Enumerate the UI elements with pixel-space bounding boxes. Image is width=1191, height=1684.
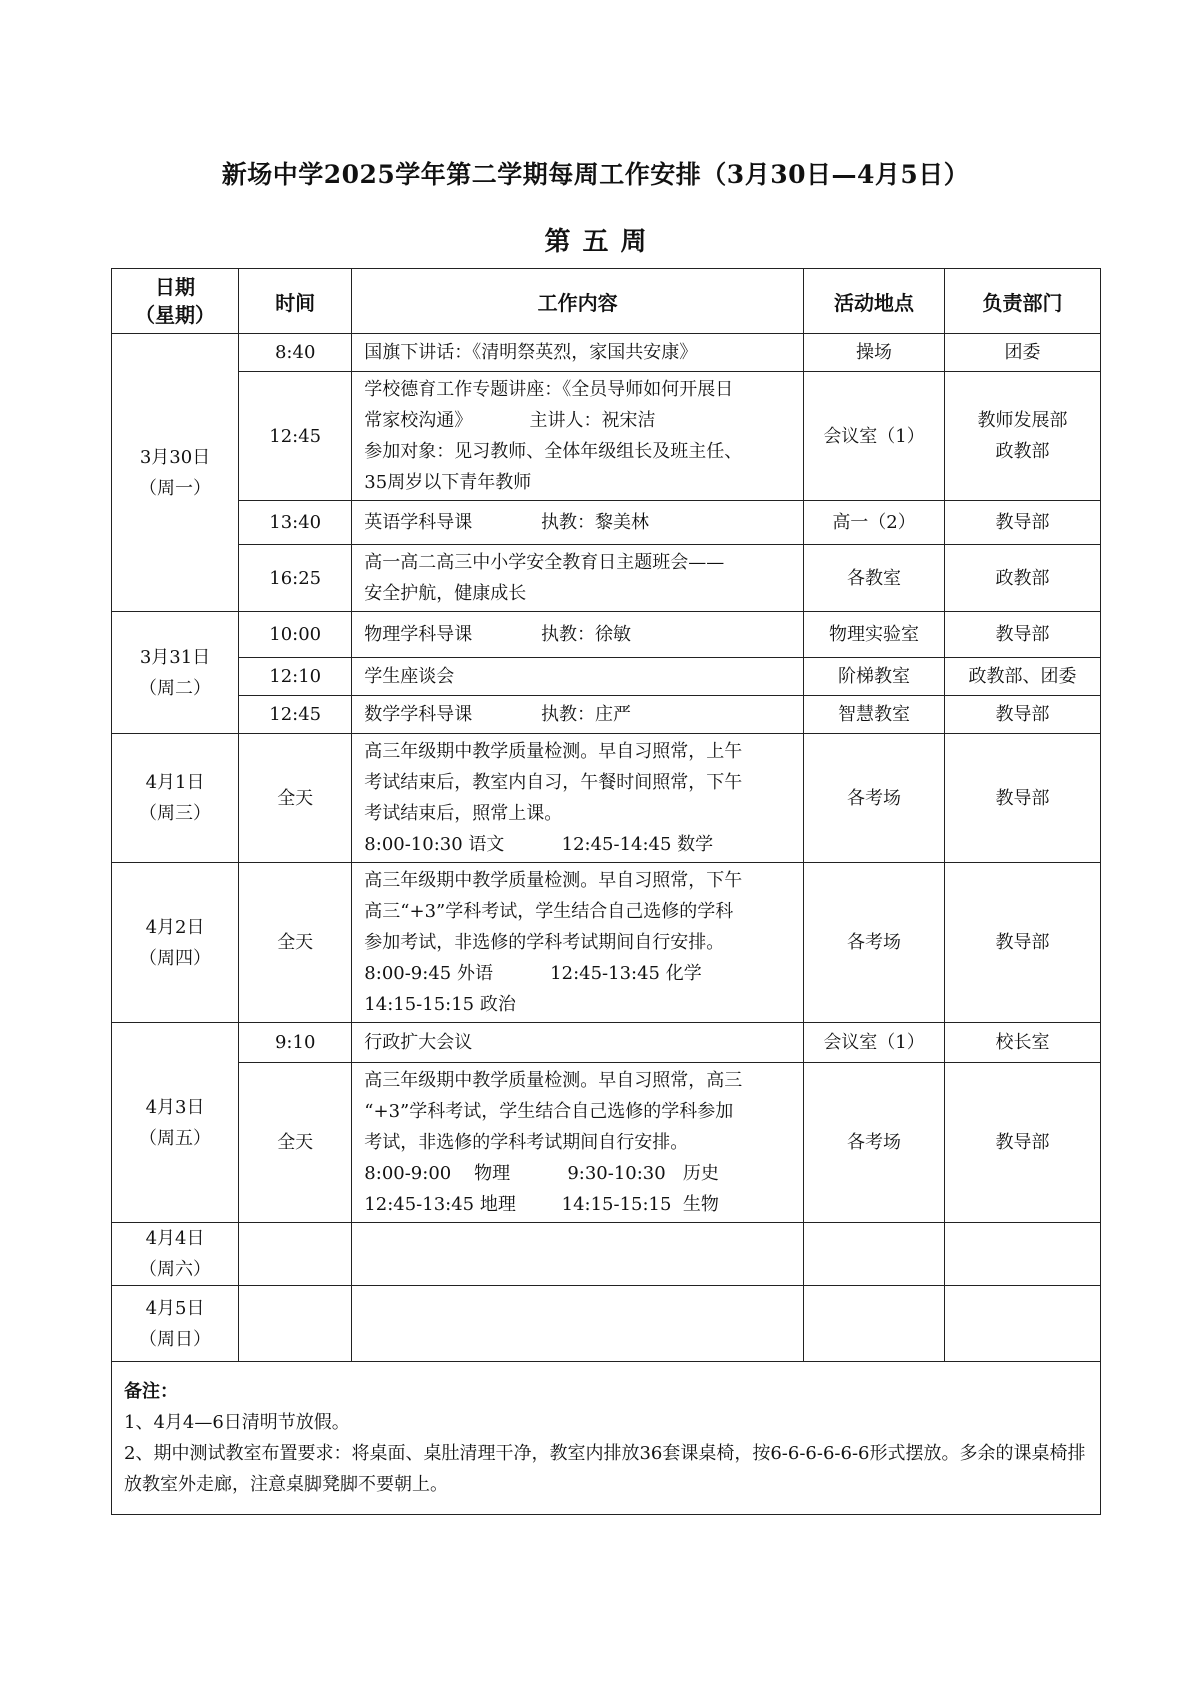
header-location: 活动地点 [804, 269, 945, 334]
location-cell [804, 372, 945, 501]
content-line: 考试，非选修的学科考试期间自行安排。 [364, 1132, 689, 1153]
week-label-part: 五 [582, 227, 609, 257]
content-cell [352, 1063, 804, 1223]
weekday-text: （周一） [139, 477, 212, 499]
department-cell [945, 545, 1101, 612]
location-text: 阶梯教室 [838, 666, 911, 687]
date-text: 3月30日 [139, 446, 211, 468]
time-cell: 12:10 [239, 658, 352, 696]
location-text: 会议室（1） [823, 1032, 925, 1053]
schedule-body [112, 334, 1101, 1362]
content-cell [352, 696, 804, 734]
page-title: 新场中学2025学年第二学期每周工作安排（3月30日—4月5日） [221, 160, 970, 189]
weekday-text: （周五） [139, 1127, 212, 1149]
department-text: 教导部 [995, 624, 1050, 645]
week-label-part: 第 [544, 227, 571, 257]
schedule-row [112, 501, 1101, 545]
content-cell [352, 612, 804, 658]
header-content: 工作内容 [352, 269, 804, 334]
location-cell [804, 734, 945, 863]
content-line: 高三年级期中教学质量检测。早自习照常，上午 [364, 741, 743, 762]
weekday-text: （周二） [139, 677, 212, 699]
location-cell [804, 658, 945, 696]
department-cell [945, 1223, 1101, 1286]
weekday-text: （周六） [139, 1259, 212, 1280]
schedule-row [112, 334, 1101, 372]
department-text: 政教部 [995, 441, 1050, 462]
weekday-text: （周四） [139, 947, 212, 969]
location-text: 各考场 [847, 1132, 902, 1153]
schedule-row [112, 658, 1101, 696]
location-text: 操场 [856, 342, 893, 363]
department-cell [945, 1063, 1101, 1223]
time-cell [239, 1286, 352, 1362]
location-text: 各考场 [847, 932, 902, 953]
content-cell [352, 372, 804, 501]
department-cell [945, 1286, 1101, 1362]
department-cell [945, 1023, 1101, 1063]
department-text: 政教部 [995, 567, 1050, 589]
content-line: 参加对象：见习教师、全体年级组长及班主任、 [364, 441, 743, 462]
time-cell: 16:25 [239, 545, 352, 612]
time-cell: 10:00 [239, 612, 352, 658]
location-text: 智慧教室 [838, 704, 911, 725]
department-text: 教师发展部 [977, 410, 1068, 431]
content-cell [352, 334, 804, 372]
weekday-text: （周三） [139, 803, 212, 824]
schedule-row [112, 696, 1101, 734]
time-cell: 8:40 [239, 334, 352, 372]
content-line: “+3”学科考试，学生结合自己选修的学科参加 [364, 1101, 734, 1122]
content-line: 高三“+3”学科考试，学生结合自己选修的学科 [364, 901, 734, 922]
department-cell [945, 863, 1101, 1023]
schedule-row [112, 1023, 1101, 1063]
time-cell: 全天 [239, 734, 352, 863]
location-cell [804, 334, 945, 372]
header-date-line2: （星期） [135, 303, 216, 327]
schedule-row [112, 1063, 1101, 1223]
time-cell: 12:45 [239, 696, 352, 734]
header-row [112, 269, 1101, 334]
department-text: 教导部 [995, 512, 1050, 533]
schedule-row [112, 612, 1101, 658]
department-text: 校长室 [995, 1032, 1050, 1053]
time-cell: 全天 [239, 1063, 352, 1223]
department-text: 教导部 [995, 1132, 1050, 1153]
schedule-row [112, 545, 1101, 612]
content-line: 高三年级期中教学质量检测。早自习照常，高三 [364, 1070, 743, 1091]
date-text: 4月1日 [145, 772, 205, 793]
date-cell [112, 334, 239, 612]
content-line: 数学学科导课 执教：庄严 [364, 704, 631, 725]
location-cell [804, 1223, 945, 1286]
date-cell [112, 1223, 239, 1286]
date-text: 3月31日 [139, 646, 211, 668]
week-label [0, 221, 1191, 258]
location-text: 各教室 [847, 567, 902, 589]
time-cell: 9:10 [239, 1023, 352, 1063]
notes-cell [112, 1362, 1101, 1515]
content-line: 高一高二高三中小学安全教育日主题班会—— [364, 552, 725, 573]
content-line: 国旗下讲话：《清明祭英烈，家国共安康》 [364, 342, 698, 363]
department-text: 政教部、团委 [968, 666, 1077, 687]
note-item: 2、期中测试教室布置要求：将桌面、桌肚清理干净，教室内排放36套课桌椅，按6-6-6-6-6-6形式摆放。多余的课桌椅排放教室外走廊，注意桌脚凳脚不要朝上。 [124, 1443, 1086, 1495]
department-text: 教导部 [995, 704, 1050, 725]
header-department: 负责部门 [945, 269, 1101, 334]
content-line: 35周岁以下青年教师 [364, 472, 532, 493]
content-line: 14:15-15:15 政治 [364, 994, 516, 1015]
department-cell [945, 334, 1101, 372]
schedule-row [112, 1286, 1101, 1362]
location-cell [804, 612, 945, 658]
weekday-text: （周日） [139, 1328, 212, 1350]
week-label-part: 周 [620, 227, 647, 257]
location-cell [804, 1063, 945, 1223]
content-line: 物理学科导课 执教：徐敏 [364, 624, 631, 645]
schedule-table [111, 268, 1101, 1515]
content-line: 8:00-9:45 外语 12:45-13:45 化学 [364, 963, 702, 984]
content-cell [352, 863, 804, 1023]
location-cell [804, 501, 945, 545]
content-cell [352, 1223, 804, 1286]
schedule-row [112, 1223, 1101, 1286]
department-cell [945, 696, 1101, 734]
location-cell [804, 1023, 945, 1063]
content-line: 常家校沟通》 主讲人：祝宋洁 [364, 410, 656, 431]
schedule-row [112, 372, 1101, 501]
date-text: 4月4日 [145, 1228, 205, 1249]
content-line: 学生座谈会 [364, 666, 455, 687]
content-line: 12:45-13:45 地理 14:15-15:15 生物 [364, 1194, 719, 1215]
schedule-row [112, 863, 1101, 1023]
content-line: 安全护航，健康成长 [364, 583, 527, 604]
notes-row [112, 1362, 1101, 1515]
location-cell [804, 545, 945, 612]
department-text: 团委 [1004, 342, 1041, 363]
date-cell [112, 1023, 239, 1223]
department-text: 教导部 [995, 932, 1050, 953]
time-cell: 13:40 [239, 501, 352, 545]
time-cell: 12:45 [239, 372, 352, 501]
department-cell [945, 372, 1101, 501]
location-text: 会议室（1） [823, 425, 925, 447]
department-cell [945, 734, 1101, 863]
date-cell [112, 863, 239, 1023]
content-cell [352, 501, 804, 545]
content-line: 8:00-9:00 物理 9:30-10:30 历史 [364, 1163, 719, 1184]
date-text: 4月2日 [145, 916, 205, 938]
date-cell [112, 1286, 239, 1362]
time-cell: 全天 [239, 863, 352, 1023]
department-text: 教导部 [995, 787, 1050, 809]
date-cell [112, 734, 239, 863]
location-text: 高一（2） [832, 512, 916, 533]
location-cell [804, 1286, 945, 1362]
content-line: 8:00-10:30 语文 12:45-14:45 数学 [364, 834, 714, 855]
location-cell [804, 863, 945, 1023]
date-cell [112, 612, 239, 734]
content-cell [352, 1286, 804, 1362]
date-text: 4月5日 [145, 1297, 205, 1319]
header-date-line1: 日期 [155, 275, 196, 299]
content-line: 学校德育工作专题讲座：《全员导师如何开展日 [364, 379, 734, 400]
location-text: 各考场 [847, 787, 902, 809]
notes-heading: 备注： [124, 1381, 178, 1402]
content-line: 参加考试，非选修的学科考试期间自行安排。 [364, 932, 725, 953]
location-cell [804, 696, 945, 734]
note-item: 1、4月4—6日清明节放假。 [124, 1412, 350, 1433]
content-line: 行政扩大会议 [364, 1032, 473, 1053]
schedule-row [112, 734, 1101, 863]
header-date [112, 269, 239, 334]
department-cell [945, 658, 1101, 696]
date-text: 4月3日 [145, 1096, 205, 1118]
department-cell [945, 612, 1101, 658]
time-cell [239, 1223, 352, 1286]
department-cell [945, 501, 1101, 545]
header-time: 时间 [239, 269, 352, 334]
content-cell [352, 545, 804, 612]
content-line: 英语学科导课 执教：黎美林 [364, 512, 649, 533]
location-text: 物理实验室 [829, 624, 920, 645]
content-cell [352, 1023, 804, 1063]
content-line: 考试结束后，照常上课。 [364, 803, 563, 824]
content-cell [352, 734, 804, 863]
content-line: 考试结束后，教室内自习，午餐时间照常，下午 [364, 772, 743, 793]
content-cell [352, 658, 804, 696]
content-line: 高三年级期中教学质量检测。早自习照常，下午 [364, 870, 743, 891]
